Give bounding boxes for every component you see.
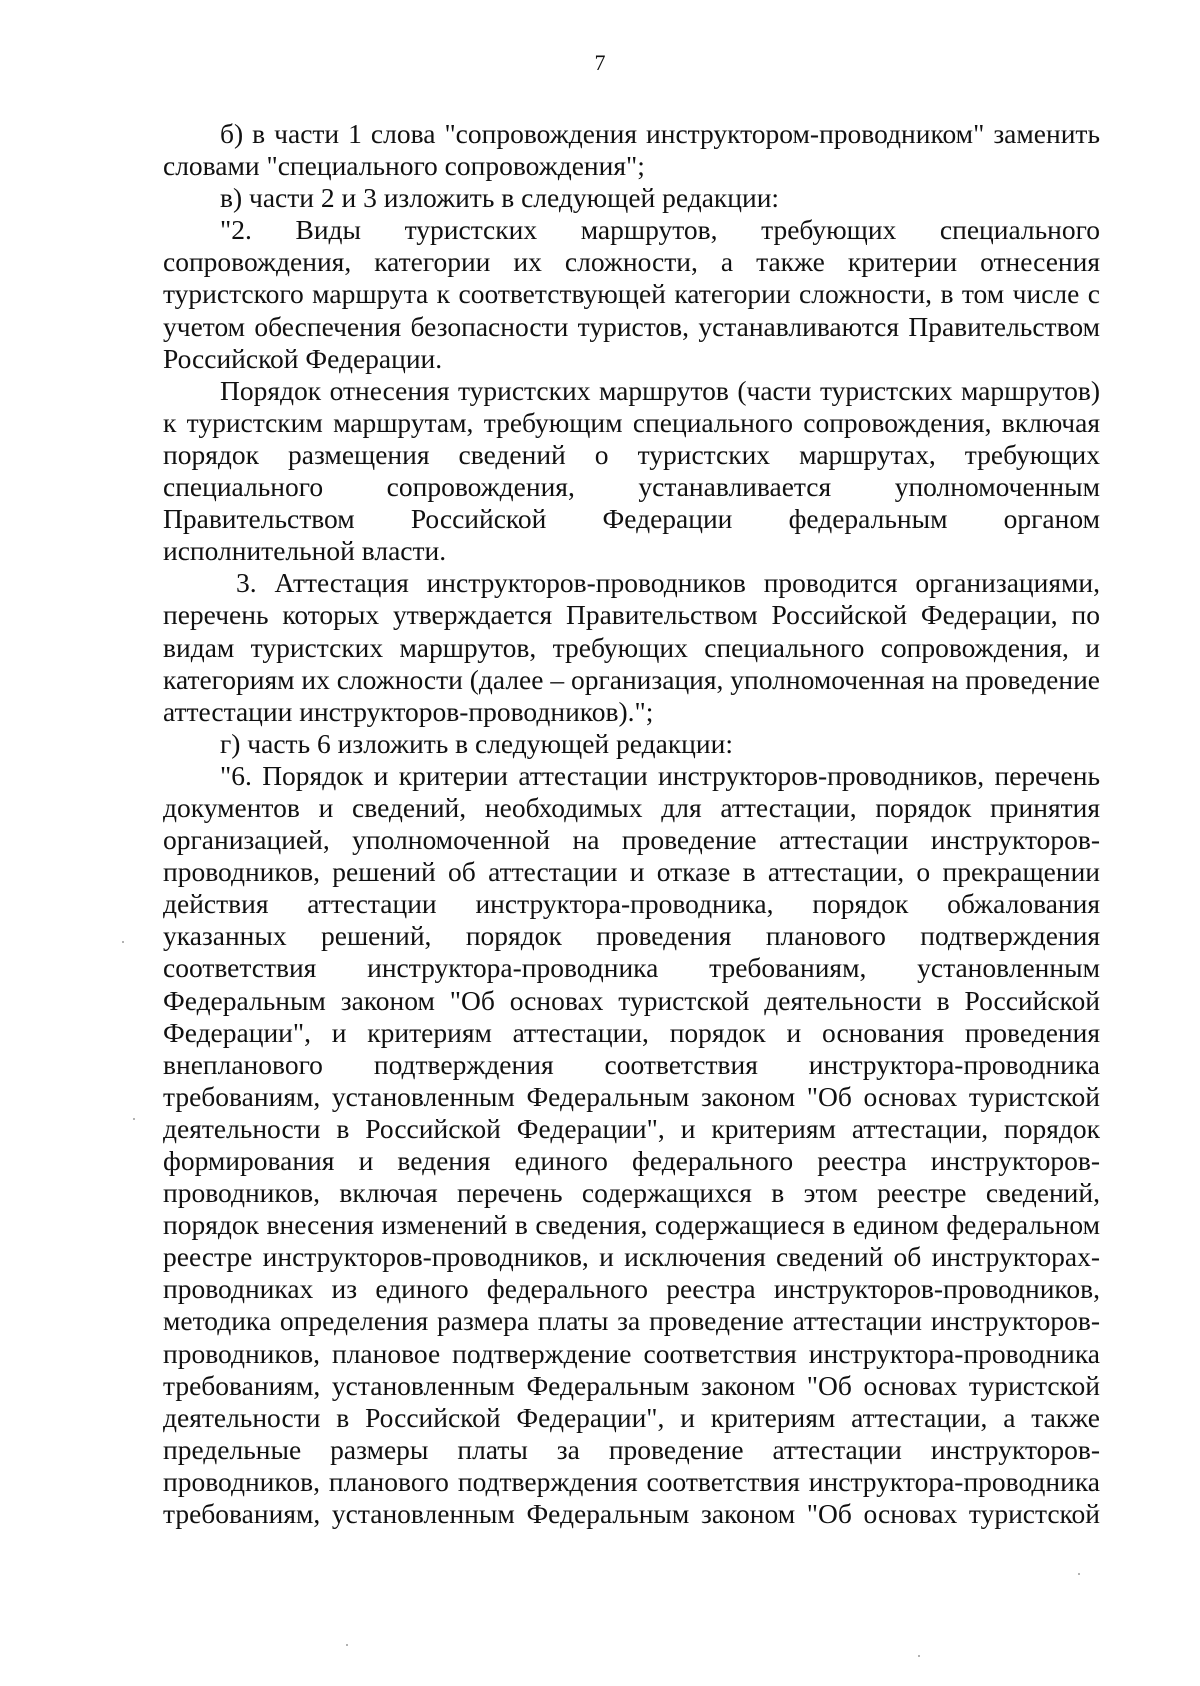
document-body	[163, 118, 1100, 1530]
page-number: 7	[594, 50, 606, 75]
paragraph-v: в) части 2 и 3 изложить в следующей редакции:	[220, 182, 780, 214]
scan-speck	[346, 1644, 348, 1646]
paragraph-procedure: Порядок отнесения туристских маршрутов (части туристских маршрутов) к туристским маршрутам, требующим специального сопровождения, включая порядок размещения сведений о туристских маршрутах, требующих специального сопровождения, устанавливается уполномоченным Правительством Российской Федерации федеральным органом исполнительной власти.	[163, 374, 1100, 567]
scan-speck	[122, 941, 124, 943]
scan-speck	[918, 1655, 920, 1657]
scan-speck	[133, 1118, 135, 1120]
paragraph-g: г) часть 6 изложить в следующей редакции:	[220, 727, 733, 759]
paragraph-part-3: 3. Аттестация инструкторов-проводников проводится организациями, перечень которых утверждается Правительством Российской Федерации, по видам туристских маршрутов, требующих специального сопровождения, и категориям их сложности (далее – организация, уполномоченная на проведение аттестации инструкторов-проводников).";	[163, 567, 1100, 727]
paragraph-part-6: "6. Порядок и критерии аттестации инструкторов-проводников, перечень документов и сведений, необходимых для аттестации, порядок принятия организацией, уполномоченной на проведение аттестации инструкторов-проводников, решений об аттестации и отказе в аттестации, о прекращении действия аттестации инструктора-проводника, порядок обжалования указанных решений, порядок проведения планового подтверждения соответствия инструктора-проводника требованиям, установленным Федеральным законом "Об основах туристской деятельности в Российской Федерации", и критериям аттестации, порядок и основания проведения внепланового подтверждения соответствия инструктора-проводника требованиям, установленным Федеральным законом "Об основах туристской деятельности в Российской Федерации", и критериям аттестации, порядок формирования и ведения единого федерального реестра инструкторов-проводников, включая перечень содержащихся в этом реестре сведений, порядок внесения изменений в сведения, содержащиеся в едином федеральном реестре инструкторов-проводников, и исключения сведений об инструкторах-проводниках из единого федерального реестра инструкторов-проводников, методика определения размера платы за проведение аттестации инструкторов-проводников, плановое подтверждение соответствия инструктора-проводника требованиям, установленным Федеральным законом "Об основах туристской деятельности в Российской Федерации", и критериям аттестации, а также предельные размеры платы за проведение аттестации инструкторов-проводников, планового подтверждения соответствия инструктора-проводника требованиям, установленным Федеральным законом "Об основах туристской	[163, 759, 1100, 1530]
paragraph-b: б) в части 1 слова "сопровождения инструктором-проводником" заменить словами "специального сопровождения";	[163, 118, 1100, 182]
paragraph-part-2: "2. Виды туристских маршрутов, требующих специального сопровождения, категории их сложности, а также критерии отнесения туристского маршрута к соответствующей категории сложности, в том числе с учетом обеспечения безопасности туристов, устанавливаются Правительством Российской Федерации.	[163, 214, 1100, 374]
scan-speck	[1078, 1573, 1080, 1575]
